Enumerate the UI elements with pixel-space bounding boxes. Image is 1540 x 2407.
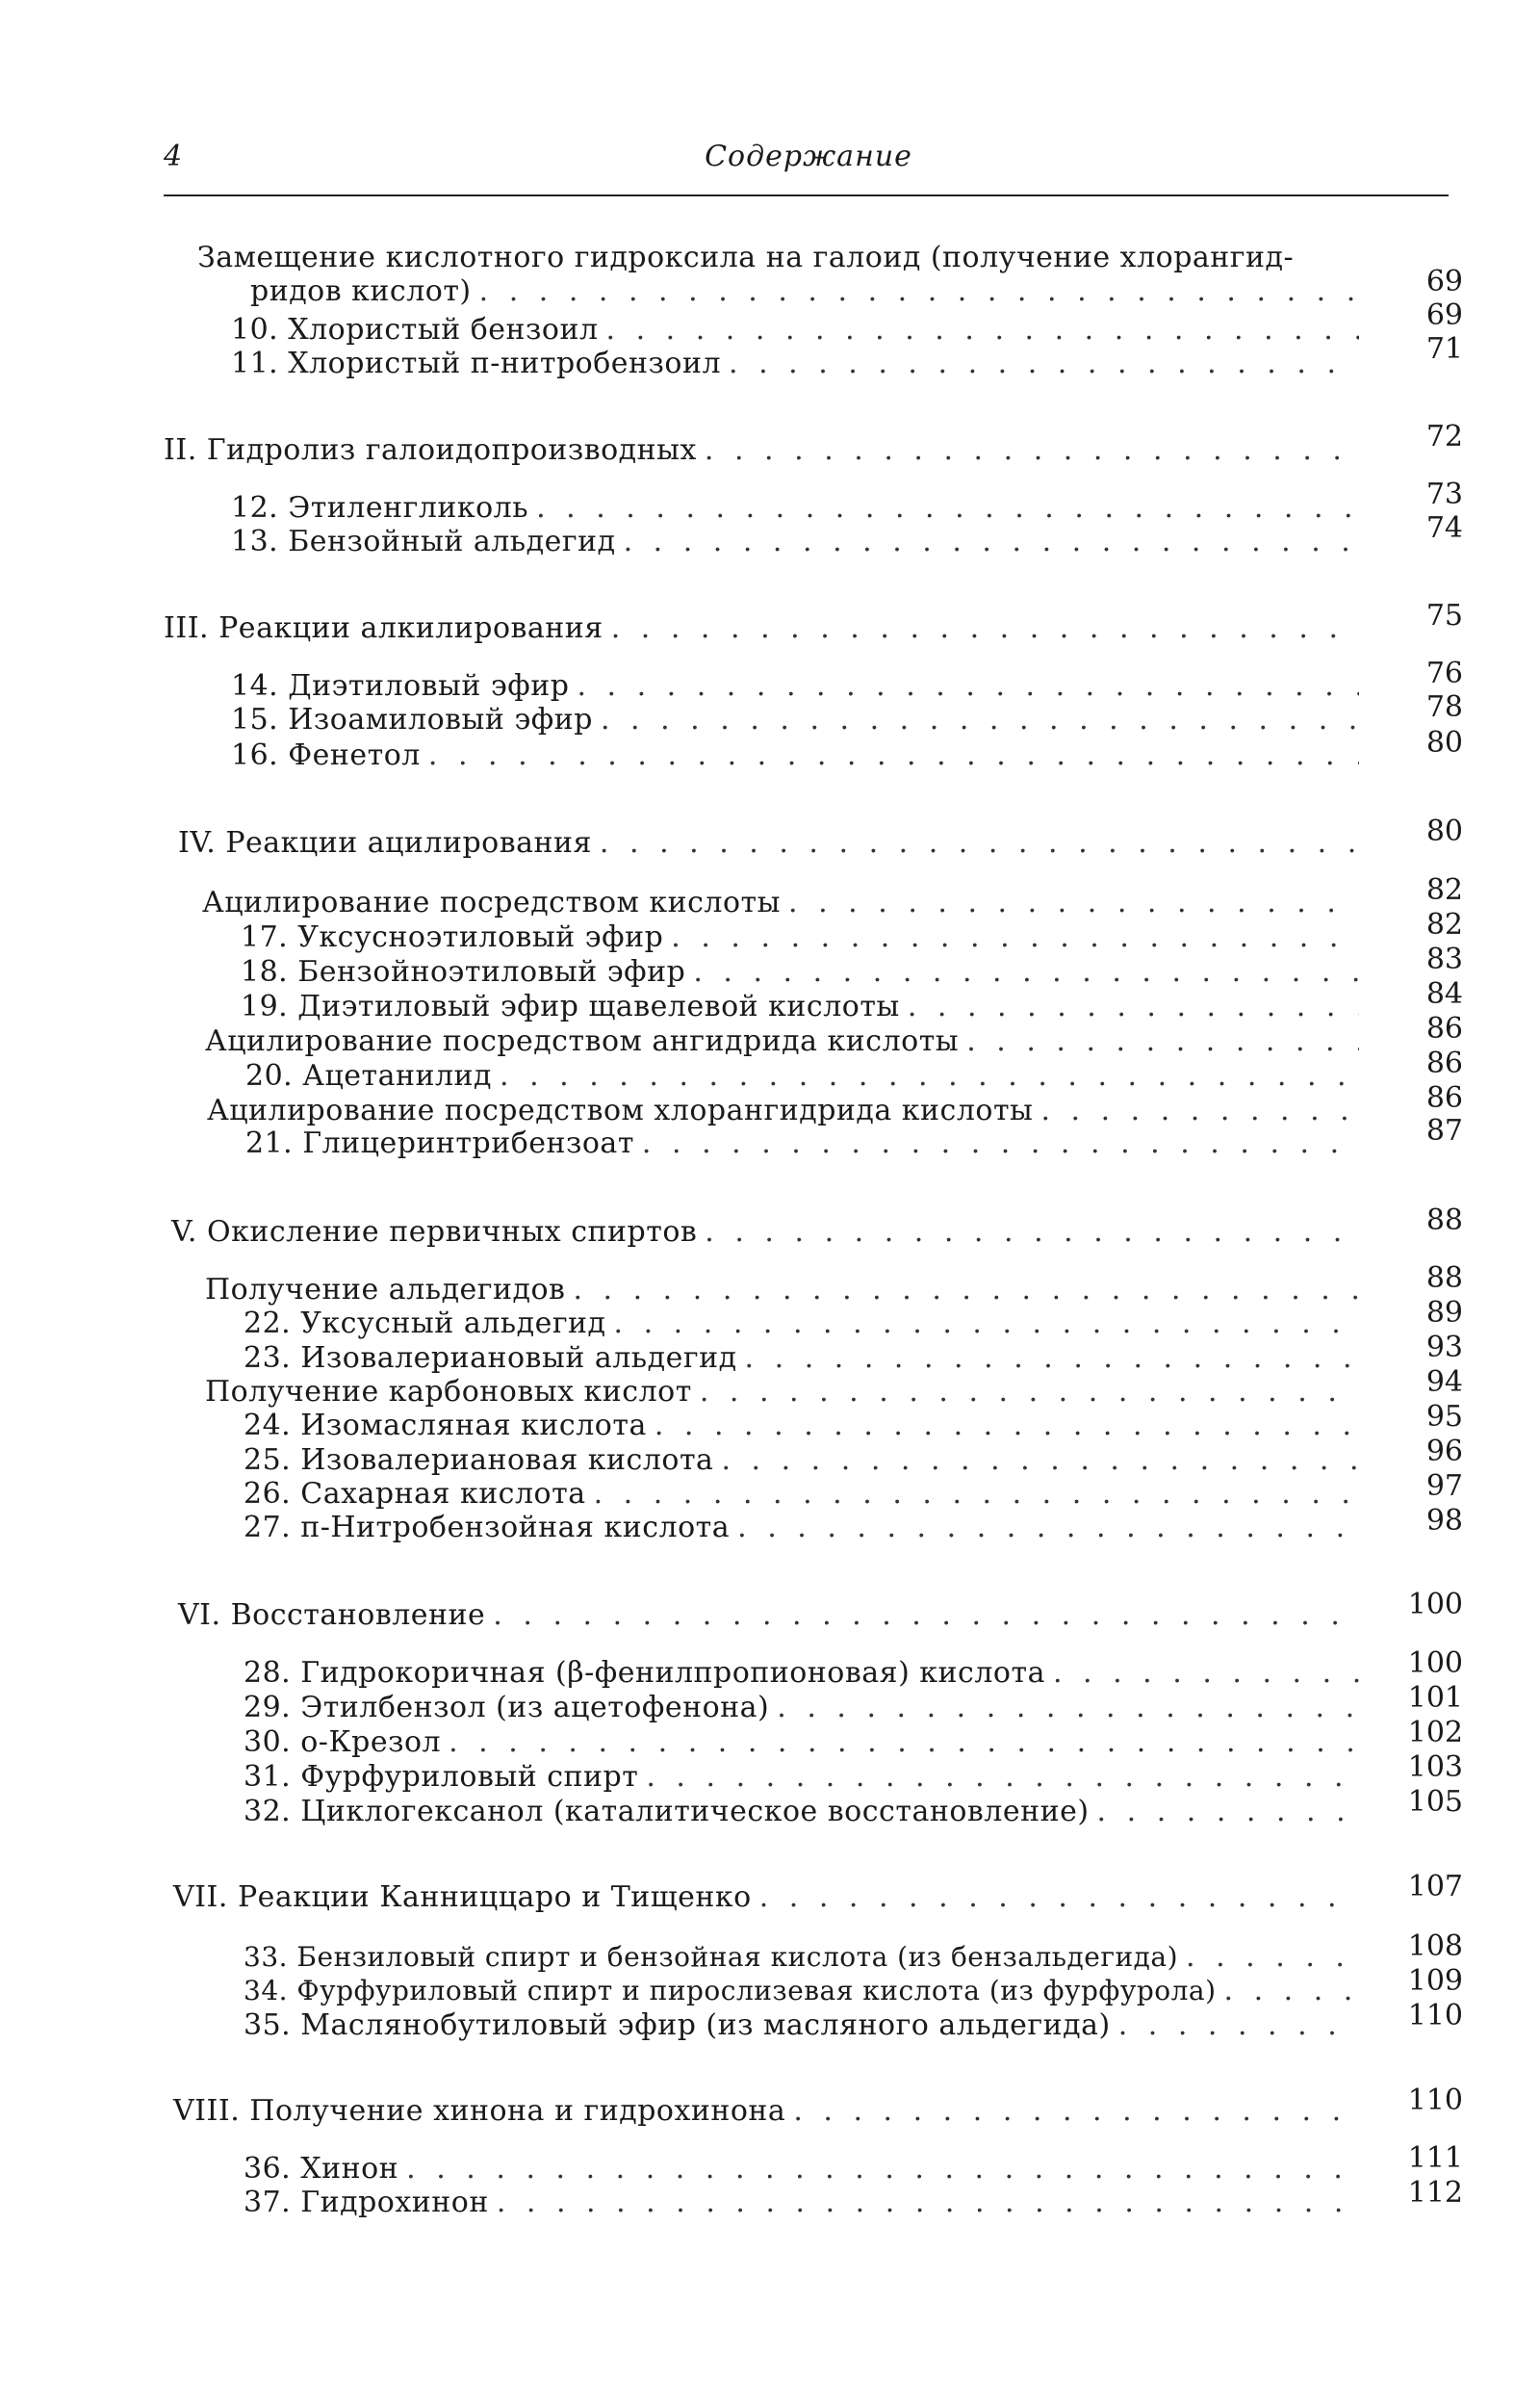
toc-entry-text: 28. Гидрокоричная (β-фенилпропионовая) кислота <box>244 1656 1045 1690</box>
leader-dots <box>611 611 1359 646</box>
toc-subsection <box>205 1024 1367 1059</box>
leader-dots <box>1224 1974 1359 2008</box>
toc-entry <box>245 1059 1367 1094</box>
leader-dots <box>577 669 1359 704</box>
toc-entry <box>244 1940 1367 1975</box>
toc-page-number: 73 <box>1425 478 1463 511</box>
toc-entry <box>245 1126 1367 1161</box>
toc-entry-text: III. Реакции алкилирования <box>164 611 603 645</box>
toc-entry <box>244 1341 1367 1376</box>
leader-dots <box>601 703 1359 738</box>
toc-section <box>173 1880 1367 1915</box>
toc-page-number: 101 <box>1407 1681 1463 1715</box>
toc-page-number: 69 <box>1425 298 1463 332</box>
toc-entry-text: Ацилирование посредством кислоты <box>202 886 782 919</box>
toc-entry-text: 10. Хлористый бензоил <box>231 313 599 347</box>
leader-dots <box>705 433 1359 468</box>
toc-entry <box>244 2186 1367 2220</box>
toc-subsection <box>205 1273 1367 1307</box>
toc-page-number: 111 <box>1407 2141 1463 2175</box>
toc-page-number: 93 <box>1425 1331 1463 1364</box>
toc-entry <box>241 990 1367 1024</box>
leader-dots <box>479 274 1359 309</box>
toc-entry-text: VI. Восстановление <box>178 1598 486 1632</box>
toc-page-number: 83 <box>1425 943 1463 976</box>
toc-entry <box>231 313 1367 348</box>
toc-entry-text: II. Гидролиз галоидопроизводных <box>164 433 697 467</box>
leader-dots <box>500 1059 1359 1094</box>
toc-page-number: 100 <box>1407 1646 1463 1680</box>
toc-page-number: 110 <box>1407 2083 1463 2117</box>
toc-entry <box>231 669 1367 704</box>
toc-entry-text: 17. Уксусноэтиловый эфир <box>241 920 664 954</box>
toc-page-number: 76 <box>1425 657 1463 690</box>
toc-page-number: 75 <box>1425 599 1463 633</box>
leader-dots <box>700 1375 1359 1410</box>
toc-entry <box>244 1725 1367 1760</box>
leader-dots <box>594 1477 1359 1512</box>
toc-entry-text: 25. Изовалериановая кислота <box>244 1443 714 1477</box>
leader-dots <box>642 1126 1359 1161</box>
toc-entry <box>250 274 1367 309</box>
leader-dots <box>428 738 1359 773</box>
toc-page-number: 80 <box>1425 726 1463 760</box>
toc-entry <box>244 1477 1367 1512</box>
toc-section <box>173 2094 1367 2129</box>
toc-entry-text: 29. Этилбензол (из ацетофенона) <box>244 1691 770 1724</box>
toc-entry-text: 31. Фурфуриловый спирт <box>244 1760 639 1794</box>
toc-page-number: 97 <box>1425 1469 1463 1503</box>
toc-entry-text: Замещение кислотного гидроксила на галоид (получение хлорангид- <box>197 241 1295 274</box>
toc-entry-text: V. Окисление первичных спиртов <box>171 1215 698 1249</box>
toc-entry-text: IV. Реакции ацилирования <box>178 826 592 860</box>
toc-page-number: 86 <box>1425 1012 1463 1046</box>
toc-entry-text: 11. Хлористый п-нитробензоил <box>231 347 721 380</box>
toc-page-number: 86 <box>1425 1047 1463 1080</box>
leader-dots <box>497 2186 1359 2220</box>
toc-entry-text: 32. Циклогексанол (каталитическое восстановление) <box>244 1795 1090 1828</box>
toc-page-number: 108 <box>1407 1929 1463 1963</box>
toc-entry-text: Получение альдегидов <box>205 1273 566 1307</box>
toc-section <box>178 826 1367 861</box>
toc-subsection <box>207 1094 1367 1128</box>
toc-entry <box>244 1691 1367 1725</box>
leader-dots <box>1186 1940 1359 1975</box>
toc-entry-text: 35. Маслянобутиловый эфир (из масляного альдегида) <box>244 2008 1111 2042</box>
toc-entry <box>244 1795 1367 1829</box>
toc-entry <box>231 491 1367 526</box>
toc-entry <box>244 1409 1367 1443</box>
leader-dots <box>493 1598 1359 1633</box>
leader-dots <box>737 1511 1359 1545</box>
toc-page-number: 74 <box>1425 511 1463 545</box>
toc-entry <box>244 1974 1367 2008</box>
toc-page-number: 69 <box>1425 265 1463 298</box>
toc-entry-text: VII. Реакции Канниццаро и Тищенко <box>173 1880 752 1914</box>
leader-dots <box>536 491 1359 526</box>
toc-page-number: 71 <box>1425 332 1463 366</box>
toc-page-number: 102 <box>1407 1716 1463 1749</box>
leader-dots <box>671 920 1359 955</box>
toc-entry <box>241 955 1367 990</box>
toc-entry <box>244 1760 1367 1795</box>
leader-dots <box>624 525 1359 559</box>
leader-dots <box>721 1443 1359 1478</box>
toc-page-number: 100 <box>1407 1588 1463 1621</box>
toc-section <box>171 1215 1367 1250</box>
leader-dots <box>745 1341 1359 1376</box>
toc-entry-text: VIII. Получение хинона и гидрохинона <box>173 2094 786 2128</box>
leader-dots <box>966 1024 1359 1059</box>
toc-page-number: 82 <box>1425 908 1463 942</box>
toc-entry-text: Ацилирование посредством хлорангидрида кислоты <box>207 1094 1034 1127</box>
leader-dots <box>449 1725 1359 1760</box>
leader-dots <box>759 1880 1359 1915</box>
toc-entry-text: Ацилирование посредством ангидрида кислоты <box>205 1024 960 1058</box>
toc-entry-text: 33. Бензиловый спирт и бензойная кислота (из бензальдегида) <box>244 1941 1179 1973</box>
toc-page-number: 89 <box>1425 1296 1463 1330</box>
toc-entry-text: 20. Ацетанилид <box>245 1059 493 1093</box>
toc-page-number: 84 <box>1425 977 1463 1011</box>
leader-dots <box>406 2152 1359 2187</box>
toc-page-number: 88 <box>1425 1204 1463 1237</box>
toc-entry-text: 26. Сахарная кислота <box>244 1477 586 1511</box>
toc-subsection <box>205 1375 1367 1410</box>
leader-dots <box>729 347 1359 381</box>
toc-page-number: 87 <box>1425 1114 1463 1148</box>
toc-entry <box>244 1443 1367 1478</box>
toc-entry <box>244 1656 1367 1691</box>
toc-section <box>178 1598 1367 1633</box>
toc-page-number: 94 <box>1425 1365 1463 1399</box>
page-title: Содержание <box>705 140 912 173</box>
toc-entry <box>244 2008 1367 2043</box>
leader-dots <box>606 313 1359 348</box>
toc-page-number: 98 <box>1425 1504 1463 1538</box>
toc-entry <box>244 2152 1367 2187</box>
leader-dots <box>654 1409 1359 1443</box>
toc-entry-text: ридов кислот) <box>250 274 472 308</box>
toc-page-number: 72 <box>1425 420 1463 453</box>
leader-dots <box>693 955 1359 990</box>
toc-page-number: 109 <box>1407 1964 1463 1998</box>
toc-entry-text: 18. Бензойноэтиловый эфир <box>241 955 686 989</box>
toc-page-number: 105 <box>1407 1785 1463 1819</box>
toc-page-number: 96 <box>1425 1435 1463 1468</box>
leader-dots <box>777 1691 1359 1725</box>
leader-dots <box>600 826 1359 861</box>
toc-entry-text: 19. Диэтиловый эфир щавелевой кислоты <box>241 990 900 1023</box>
toc-entry <box>244 1511 1367 1545</box>
leader-dots <box>908 990 1359 1024</box>
toc-entry <box>231 347 1367 381</box>
toc-section <box>164 611 1367 646</box>
toc-entry <box>231 703 1367 738</box>
toc-entry-text: 15. Изоамиловый эфир <box>231 703 593 737</box>
leader-dots <box>793 2094 1359 2129</box>
toc-entry <box>231 738 1367 773</box>
toc-entry-text: 22. Уксусный альдегид <box>244 1307 606 1340</box>
leader-dots <box>1053 1656 1359 1691</box>
toc-entry-text: 23. Изовалериановый альдегид <box>244 1341 737 1375</box>
leader-dots <box>705 1215 1359 1250</box>
leader-dots <box>614 1307 1359 1341</box>
toc-entry-text: 24. Изомасляная кислота <box>244 1409 647 1442</box>
toc-entry-text: 13. Бензойный альдегид <box>231 525 616 558</box>
toc-entry <box>241 920 1367 955</box>
leader-dots <box>788 886 1359 920</box>
toc-page-number: 107 <box>1407 1870 1463 1903</box>
toc-entry <box>244 1307 1367 1341</box>
toc-entry-text: 37. Гидрохинон <box>244 2186 489 2219</box>
toc-entry-text: 21. Глицеринтрибензоат <box>245 1126 634 1160</box>
toc-section <box>164 433 1367 468</box>
toc-subsection <box>202 886 1367 920</box>
toc-entry-text: 34. Фурфуриловый спирт и пирослизевая кислота (из фурфурола) <box>244 1975 1217 2006</box>
toc-entry-text: 16. Фенетол <box>231 738 421 772</box>
toc-page-number: 88 <box>1425 1261 1463 1295</box>
leader-dots <box>1040 1094 1359 1128</box>
toc-page-number: 110 <box>1407 1999 1463 2032</box>
toc-page-number: 112 <box>1407 2176 1463 2210</box>
toc-entry-text: Получение карбоновых кислот <box>205 1375 692 1409</box>
toc-entry-text: 12. Этиленгликоль <box>231 491 529 525</box>
page-number: 4 <box>164 140 183 173</box>
toc-page-number: 86 <box>1425 1081 1463 1115</box>
toc-page-number: 82 <box>1425 873 1463 907</box>
leader-dots <box>646 1760 1359 1795</box>
leader-dots <box>573 1273 1359 1307</box>
toc-page-number: 103 <box>1407 1750 1463 1784</box>
toc-page-number: 80 <box>1425 815 1463 848</box>
leader-dots <box>1097 1795 1359 1829</box>
toc-entry <box>231 525 1367 559</box>
toc-page-number: 78 <box>1425 690 1463 724</box>
toc-entry-text: 36. Хинон <box>244 2152 399 2186</box>
toc-entry-text: 27. п-Нитробензойная кислота <box>244 1511 731 1544</box>
toc-entry-text: 30. о-Крезол <box>244 1725 442 1759</box>
leader-dots <box>1118 2008 1359 2043</box>
toc-page-number: 95 <box>1425 1400 1463 1434</box>
toc-entry-text: 14. Диэтиловый эфир <box>231 669 570 703</box>
